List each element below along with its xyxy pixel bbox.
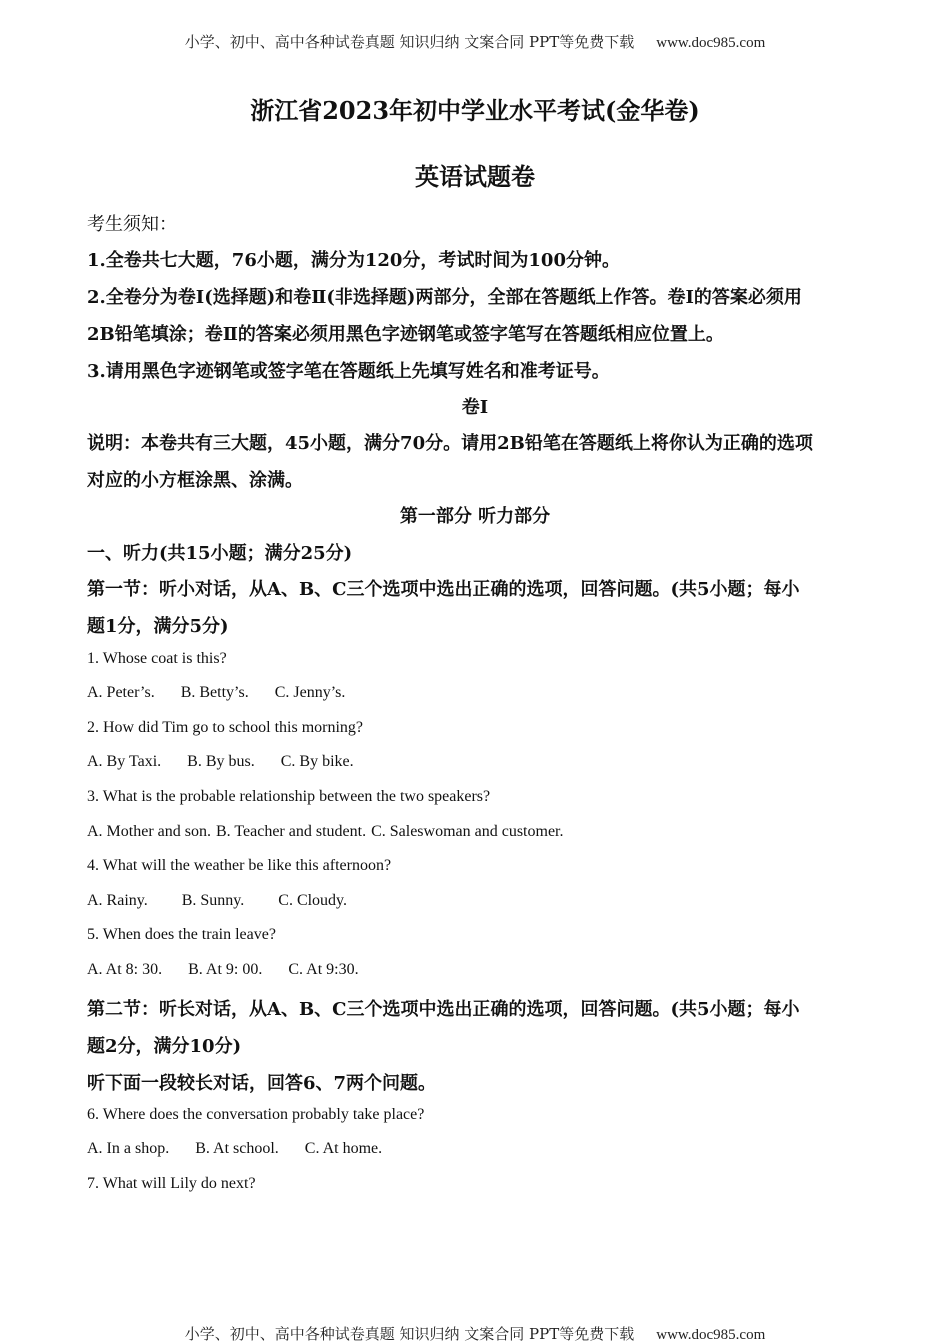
question-5-options (87, 961, 867, 979)
volume-1-title: 卷Ⅰ (461, 397, 489, 418)
question-4-option-c: C. Cloudy. (278, 892, 348, 909)
question-2-option-b: B. By bus. (187, 753, 255, 770)
question-1-option-b: B. Betty’s. (180, 684, 249, 701)
question-3-option-c: C. Saleswoman and customer. (371, 823, 564, 840)
section-1-instructions-line-2: 题1分，满分5分) (87, 616, 229, 637)
question-6-option-b: B. At school. (195, 1140, 279, 1157)
section-2-dialogue-intro: 听下面一段较长对话，回答6、7两个问题。 (87, 1073, 437, 1094)
question-3-option-a: A. Mother and son. (87, 823, 211, 840)
part-1-title: 第一部分 听力部分 (399, 506, 551, 527)
question-6-option-c: C. At home. (304, 1140, 383, 1157)
page-footer (0, 1323, 950, 1344)
section-1-instructions-line-1: 第一节：听小对话，从A、B、C三个选项中选出正确的选项，回答问题。(共5小题；每小 (87, 579, 800, 600)
notice-item-2-line-1: 2.全卷分为卷Ⅰ(选择题)和卷Ⅱ(非选择题)两部分，全部在答题纸上作答。卷Ⅰ的答案必须用 (87, 287, 802, 308)
question-2: 2. How did Tim go to school this morning? (87, 719, 364, 736)
question-6: 6. Where does the conversation probably take place? (87, 1106, 425, 1123)
question-2-option-a: A. By Taxi. (87, 753, 162, 770)
header-text: 小学、初中、高中各种试卷真题 知识归纳 文案合同 PPT等免费下载 (184, 33, 635, 51)
question-1-option-c: C. Jenny’s. (274, 684, 346, 701)
question-5: 5. When does the train leave? (87, 926, 276, 943)
exam-subtitle: 英语试题卷 (415, 162, 535, 191)
section-2-instructions-line-1: 第二节：听长对话，从A、B、C三个选项中选出正确的选项，回答问题。(共5小题；每小 (87, 999, 800, 1020)
question-2-option-c: C. By bike. (280, 753, 354, 770)
footer-text: 小学、初中、高中各种试卷真题 知识归纳 文案合同 PPT等免费下载 (184, 1325, 635, 1343)
section-2-instructions-line-2: 题2分，满分10分) (87, 1036, 242, 1057)
notice-item-3: 3.请用黑色字迹钢笔或签字笔在答题纸上先填写姓名和准考证号。 (87, 361, 610, 382)
question-6-options (87, 1140, 867, 1158)
question-3: 3. What is the probable relationship between the two speakers? (87, 788, 491, 805)
notice-item-1: 1.全卷共七大题，76小题，满分为120分，考试时间为100分钟。 (87, 250, 620, 271)
header-site-link[interactable]: www.doc985.com (656, 35, 766, 51)
question-6-option-a: A. In a shop. (87, 1140, 170, 1157)
question-5-option-a: A. At 8: 30. (87, 961, 163, 978)
question-4-options (87, 892, 867, 910)
question-3-options (87, 823, 867, 841)
question-4-option-b: B. Sunny. (181, 892, 245, 909)
question-3-option-b: B. Teacher and student. (215, 823, 367, 840)
question-1-options (87, 684, 867, 702)
question-1: 1. Whose coat is this? (87, 650, 227, 667)
volume-1-desc-line-1: 说明：本卷共有三大题，45小题，满分70分。请用2B铅笔在答题纸上将你认为正确的选项 (87, 433, 813, 454)
notice-heading: 考生须知： (87, 214, 177, 235)
footer-site-link[interactable]: www.doc985.com (656, 1327, 766, 1343)
page-header (0, 31, 950, 52)
question-4: 4. What will the weather be like this afternoon? (87, 857, 392, 874)
question-5-option-b: B. At 9: 00. (188, 961, 263, 978)
notice-item-2-line-2: 2B铅笔填涂；卷Ⅱ的答案必须用黑色字迹钢笔或签字笔写在答题纸相应位置上。 (87, 324, 724, 345)
question-2-options (87, 753, 867, 771)
volume-1-desc-line-2: 对应的小方框涂黑、涂满。 (87, 470, 303, 491)
question-5-option-c: C. At 9:30. (288, 961, 359, 978)
listening-section-title: 一、听力(共15小题；满分25分) (87, 543, 353, 564)
exam-title: 浙江省2023年初中学业水平考试(金华卷) (250, 96, 700, 125)
question-1-option-a: A. Peter’s. (87, 684, 155, 701)
question-7: 7. What will Lily do next? (87, 1175, 256, 1192)
question-4-option-a: A. Rainy. (87, 892, 148, 909)
